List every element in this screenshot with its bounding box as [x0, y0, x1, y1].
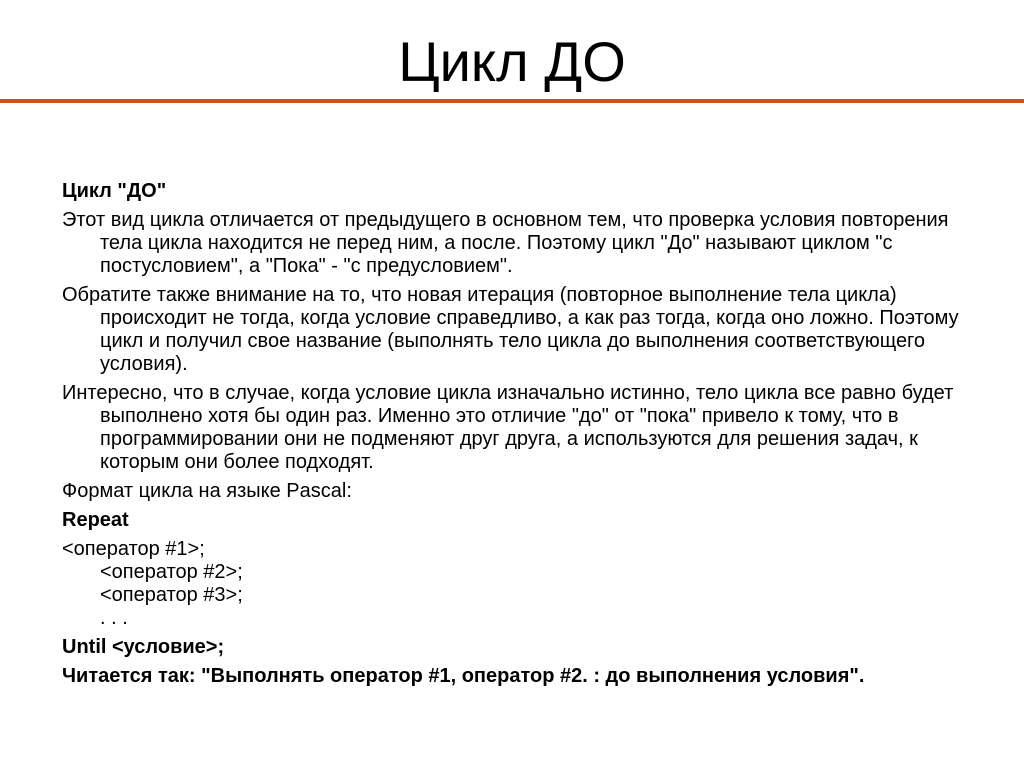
operator-line-3: <оператор #3>; [100, 584, 243, 606]
operator-ellipsis: . . . [100, 607, 128, 629]
paragraph-3: Интересно, что в случае, когда условие цикла изначально истинно, тело цикла все равно будет выполнено хотя бы один раз. Именно это отличие "до" от "пока" привело к тому, что в программировании они не подменяют друг друга, а используются для решения задач, к которым они более подходят. [62, 382, 954, 473]
reading-line: Читается так: "Выполнять оператор #1, оператор #2. : до выполнения условия". [62, 665, 865, 687]
slide-content [62, 180, 962, 694]
content-heading: Цикл "ДО" [62, 180, 167, 202]
repeat-keyword: Repeat [62, 509, 129, 531]
slide-title: Цикл ДО [398, 30, 626, 93]
paragraph-1: Этот вид цикла отличается от предыдущего в основном тем, что проверка условия повторения тела цикла находится не перед ним, а после. Поэтому цикл "До" называют циклом "с постусловием", а "Пока" - "с предусловием". [62, 209, 949, 277]
operator-line-1: <оператор #1>; [62, 538, 205, 560]
title-divider [0, 99, 1024, 103]
paragraph-2: Обратите также внимание на то, что новая итерация (повторное выполнение тела цикла) происходит не тогда, когда условие справедливо, а как раз тогда, когда оно ложно. Поэтому цикл и получил свое название (выполнять тело цикла до выполнения соответствующего условия). [62, 284, 959, 375]
operator-line-2: <оператор #2>; [100, 561, 243, 583]
until-line: Until <условие>; [62, 636, 225, 658]
format-label: Формат цикла на языке Pascal: [62, 480, 352, 502]
operator-list [62, 538, 962, 630]
